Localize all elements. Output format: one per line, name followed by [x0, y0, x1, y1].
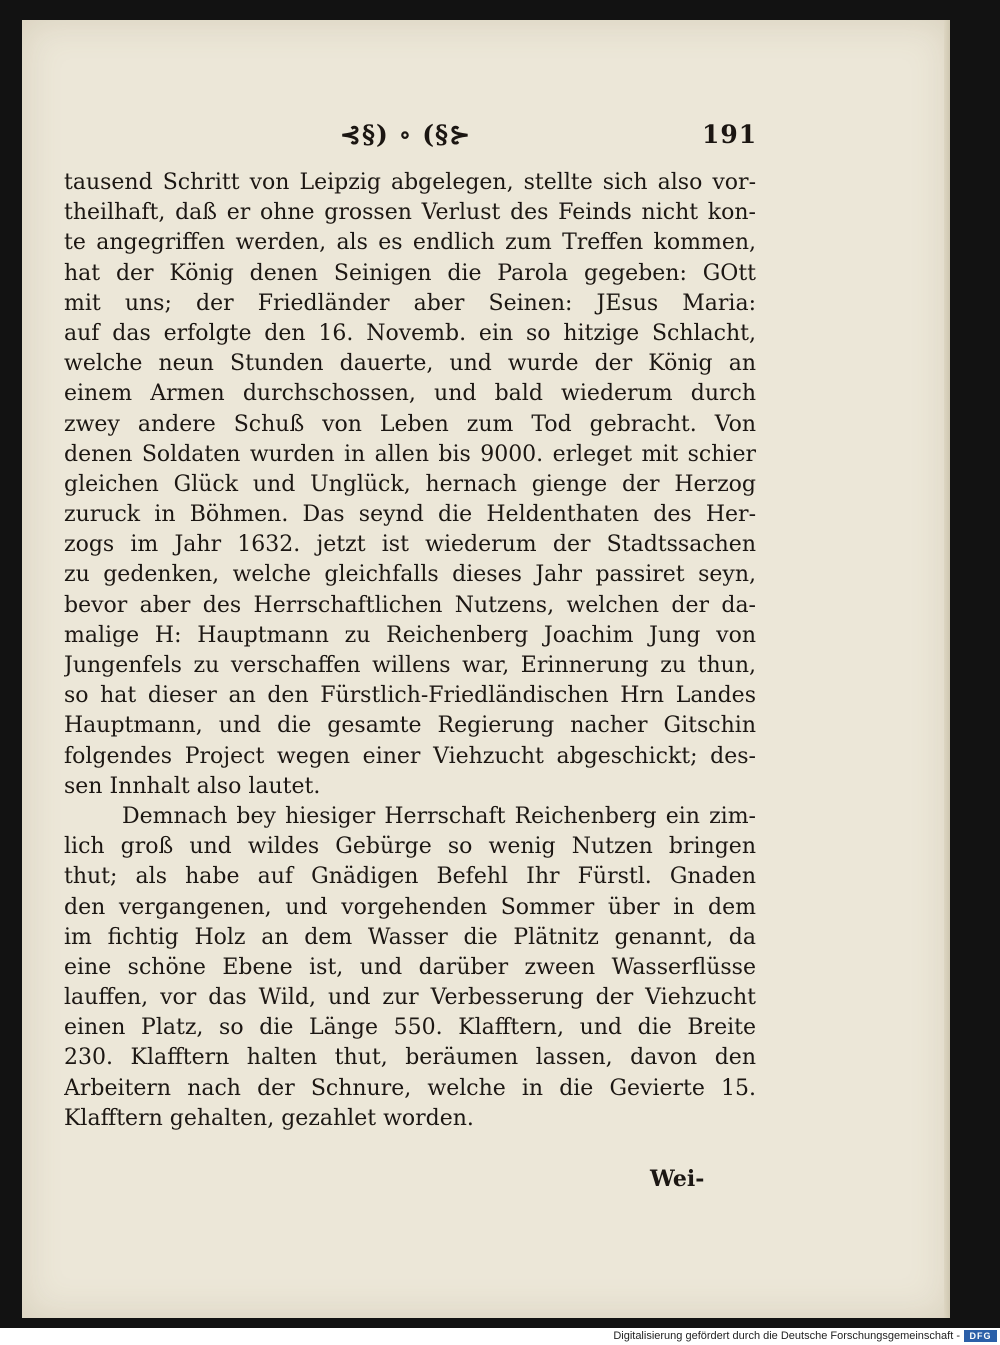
- text-line-paragraph-start: Demnach bey hiesiger Herrschaft Reichenberg ein zim-: [122, 803, 756, 829]
- text-line: den vergangenen, und vorgehenden Sommer über in dem: [64, 894, 756, 920]
- text-line: lich groß und wildes Gebürge so wenig Nutzen bringen: [64, 834, 756, 860]
- text-line: im fichtig Holz an dem Wasser die Plätnitz genannt, da: [64, 924, 756, 950]
- text-line: Hauptmann, und die gesamte Regierung nacher Gitschin: [64, 713, 756, 739]
- catchword: Wei-: [650, 1166, 705, 1192]
- text-line: so hat dieser an den Fürstlich-Friedländischen Hrn Landes: [64, 683, 756, 709]
- page-number: 191: [702, 120, 758, 149]
- footer-credit: Digitalisierung gefördert durch die Deutsche Forschungsgemeinschaft -: [613, 1330, 960, 1342]
- text-line-paragraph-end: sen Innhalt also lautet.: [64, 773, 321, 799]
- text-line: mit uns; der Friedländer aber Seinen: JEsus Maria:: [64, 290, 756, 316]
- text-line: zogs im Jahr 1632. jetzt ist wiederum der Stadtssachen: [64, 532, 756, 558]
- text-line: folgendes Project wegen einer Viehzucht abgeschickt; des-: [64, 743, 756, 769]
- text-line: zwey andere Schuß von Leben zum Tod gebracht. Von: [64, 411, 756, 437]
- text-line: gleichen Glück und Unglück, hernach gienge der Herzog: [64, 471, 756, 497]
- text-line: welche neun Stunden dauerte, und wurde der König an: [64, 351, 756, 377]
- text-line: lauffen, vor das Wild, und zur Verbesserung der Viehzucht: [64, 985, 756, 1011]
- text-line: einen Platz, so die Länge 550. Klafftern, und die Breite: [64, 1015, 756, 1041]
- text-line: eine schöne Ebene ist, und darüber zween Wasserflüsse: [64, 954, 756, 980]
- text-line: denen Soldaten wurden in allen bis 9000. erleget mit schier: [64, 441, 756, 467]
- text-line: hat der König denen Seinigen die Parola gegeben: GOtt: [64, 260, 756, 286]
- text-line: Arbeitern nach der Schnure, welche in die Gevierte 15.: [64, 1075, 756, 1101]
- text-line: auf das erfolgte den 16. Novemb. ein so hitzige Schlacht,: [64, 320, 756, 346]
- text-line: thut; als habe auf Gnädigen Befehl Ihr Fürstl. Gnaden: [64, 864, 756, 890]
- text-line: zu gedenken, welche gleichfalls dieses Jahr passiret seyn,: [64, 562, 756, 588]
- header-ornament: ⊰§) ∘ (§⊱: [340, 120, 472, 149]
- body-text: [64, 168, 756, 1134]
- text-line: malige H: Hauptmann zu Reichenberg Joachim Jung von: [64, 622, 756, 648]
- footer-bar: [0, 1328, 1000, 1345]
- text-line: einem Armen durchschossen, und bald wiederum durch: [64, 381, 756, 407]
- text-line: zuruck in Böhmen. Das seynd die Heldenthaten des Her-: [64, 502, 756, 528]
- page-edge: [944, 20, 950, 1318]
- text-line: Jungenfels zu verschaffen willens war, Erinnerung zu thun,: [64, 653, 756, 678]
- book-page: [22, 20, 950, 1318]
- running-head: [22, 118, 950, 158]
- text-line: theilhaft, daß er ohne grossen Verlust des Feinds nicht kon-: [64, 200, 756, 226]
- text-line: 230. Klafftern halten thut, beräumen lassen, davon den: [64, 1045, 756, 1071]
- text-line: tausend Schritt von Leipzig abgelegen, stellte sich also vor-: [64, 170, 756, 195]
- dfg-logo-icon: DFG: [964, 1330, 997, 1342]
- text-line: bevor aber des Herrschaftlichen Nutzens, welchen der da-: [64, 592, 756, 618]
- text-line: te angegriffen werden, als es endlich zum Treffen kommen,: [64, 230, 756, 256]
- text-line-paragraph-end: Klafftern gehalten, gezahlet worden.: [64, 1105, 474, 1131]
